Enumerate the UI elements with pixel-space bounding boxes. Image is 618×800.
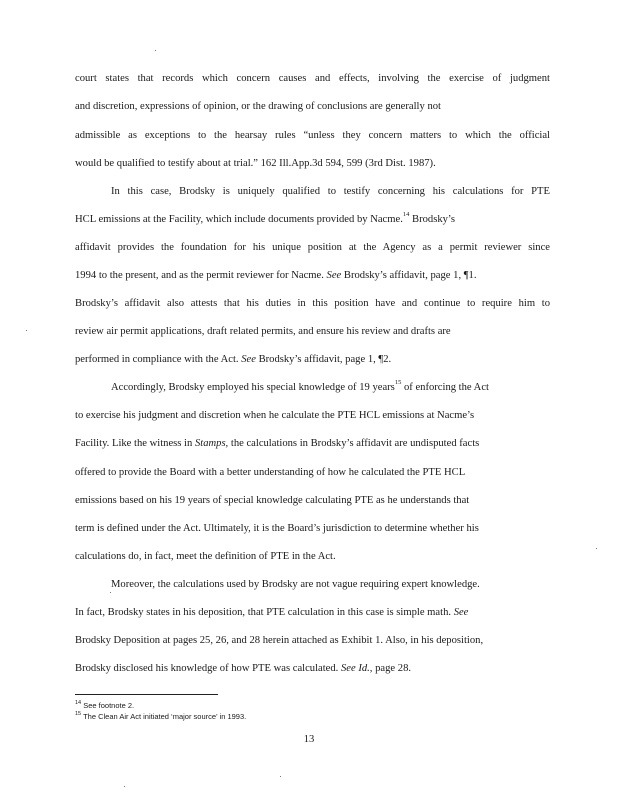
body-line [75,550,550,564]
citation-see-id: See Id., [340,663,373,674]
text: to exercise his judgment and discretion when he calculate the PTE HCL emissions at Nacme’s [75,410,475,421]
body-line [111,381,550,395]
signal-see: See [326,270,342,281]
body-line [75,606,550,620]
text: emissions based on his 19 years of special knowledge calculating PTE as he understands that [75,495,470,506]
body-line [75,522,550,536]
body-line [75,157,550,171]
body-line [111,185,550,199]
text: page 28. [375,663,412,674]
case-name-stamps: Stamps, [194,438,229,449]
footnote-text: See footnote 2. [83,701,135,710]
body-line [75,409,550,423]
body-line [75,213,550,227]
body-line [75,466,550,480]
body-line [75,241,550,255]
body-line [75,437,550,451]
text: term is defined under the Act. Ultimately, it is the Board’s jurisdiction to determine whether his [75,523,479,534]
text: would be qualified to testify about at trial.” 162 Ill.App.3d 594, 599 (3rd Dist. 1987). [75,158,436,169]
text: In fact, Brodsky states in his deposition, that PTE calculation in this case is simple math. [75,607,452,618]
text: of enforcing the Act [403,382,489,393]
body-line [75,325,550,339]
body-line [75,72,550,86]
text: offered to provide the Board with a better understanding of how he calculated the PTE HCL [75,467,466,478]
text: Brodsky’s [412,214,455,225]
text: Moreover, the calculations used by Brodsky are not vague requiring expert knowledge. [111,579,480,590]
text: Facility. Like the witness in [75,438,193,449]
footnote-14 [75,701,134,711]
scan-speck [110,592,111,593]
text: review air permit applications, draft related permits, and ensure his review and drafts are [75,326,451,337]
text: 1994 to the present, and as the permit reviewer for Nacme. [75,270,324,281]
body-line [75,297,550,311]
body-line [75,662,550,676]
text: calculations do, in fact, meet the definition of PTE in the Act. [75,551,336,562]
text: HCL emissions at the Facility, which include documents provided by Nacme. [75,214,403,225]
footnote-15 [75,712,246,722]
body-line [75,634,550,648]
body-line [111,578,550,592]
text: Brodsky’s affidavit also attests that his duties in this position have and continue to require him to [75,298,550,309]
scan-speck [280,776,281,777]
text: performed in compliance with the Act. [75,354,239,365]
text: In this case, Brodsky is uniquely qualified to testify concerning his calculations for PTE [111,186,550,197]
body-line [75,494,550,508]
footnote-ref-14: 14 [402,211,410,219]
footnote-ref-15: 15 [394,379,402,387]
text: and discretion, expressions of opinion, or the drawing of conclusions are generally not [75,101,441,112]
scan-speck [596,548,597,549]
text: the calculations in Brodsky’s affidavit are undisputed facts [230,438,480,449]
text: admissible as exceptions to the hearsay rules “unless they concern matters to which the official [75,130,550,141]
text: Brodsky Deposition at pages 25, 26, and 28 herein attached as Exhibit 1. Also, in his deposition, [75,635,484,646]
text: Brodsky’s affidavit, page 1, ¶2. [258,354,392,365]
footnote-divider [75,694,218,695]
body-line [75,129,550,143]
text: Brodsky disclosed his knowledge of how PTE was calculated. [75,663,339,674]
footnote-text: The Clean Air Act initiated ‘major source’ in 1993. [83,712,247,721]
signal-see: See [241,354,256,365]
signal-see: See [453,607,469,618]
footnote-number: 14 [75,699,82,706]
page-number: 13 [303,734,315,745]
body-line [75,269,550,283]
scan-speck [124,786,125,787]
body-line [75,100,550,114]
text: court states that records which concern causes and effects, involving the exercise of judgment [75,73,550,84]
scan-speck [26,330,27,331]
body-line [75,353,550,367]
text: Accordingly, Brodsky employed his special knowledge of 19 years [111,382,395,393]
text: affidavit provides the foundation for his unique position at the Agency as a permit reviewer since [75,242,550,253]
footnote-number: 15 [75,710,82,717]
text: Brodsky’s affidavit, page 1, ¶1. [343,270,477,281]
scan-speck [155,50,156,51]
